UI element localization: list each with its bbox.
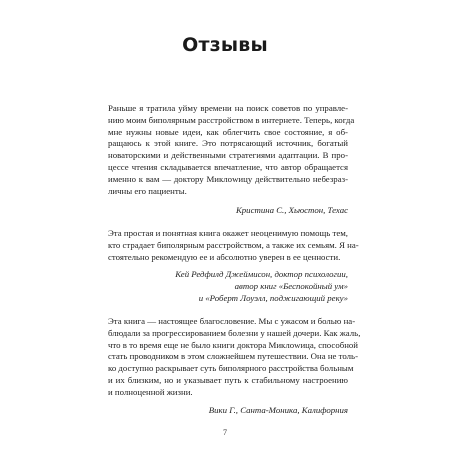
review-3-line-6: и их близким, но и указывает путь к стабильному настроению: [108, 374, 348, 385]
review-2-line-1: Эта простая и понятная книга окажет неоценимую помощь тем,: [108, 228, 348, 238]
review-3-line-2: блюдали за прогрессированием болезни у нашей дочери. Как жаль,: [108, 327, 361, 338]
review-1-line-5: новаторскими и действенными стратегиями адаптации. В про-: [108, 150, 348, 161]
page-number: 7: [223, 428, 227, 437]
review-3-line-1: Эта книга — настоящее благословение. Мы с ужасом и болью на-: [108, 316, 356, 326]
review-1-signature: [236, 205, 348, 217]
review-2-signature-line-2: автор книг «Беспокойный ум»: [234, 280, 348, 291]
review-1-line-6: цессе чтения складывается впечатление, что автор обращается: [108, 161, 348, 172]
review-1-line-4: ращаюсь к этой книге. Это потрясающий источник, богатый: [108, 138, 348, 149]
review-2-signature: [175, 269, 348, 304]
review-2-signature-line-3: и «Роберт Лоуэлл, поджигающий реку»: [198, 292, 348, 303]
review-3-line-4: стать проводником в этом сложнейшем путешествии. Она не толь-: [108, 351, 359, 362]
review-1-line-1: Раньше я тратила уйму времени на поиск советов по управле-: [108, 103, 348, 113]
review-2-line-2: кто страдает биполярным расстройством, а также их семьям. Я на-: [108, 239, 359, 250]
review-1-line-8: личны его пациенты.: [108, 185, 187, 196]
review-1-line-3: мне нужны новые идеи, как облегчить свое состояние, я об-: [108, 126, 348, 137]
review-3-line-3: что в то время еще не было книги доктора Миклowица, способной: [108, 339, 359, 350]
review-1-text: [108, 103, 355, 197]
review-3-line-5: ко доступно раскрывает суть биполярного расстройства больным: [108, 363, 354, 374]
review-2-signature-line-1: Кей Редфилд Джеймисон, доктор психологии,: [175, 269, 348, 279]
review-3-text: [108, 316, 361, 399]
review-1-signature-line-1: Кристина С., Хьюстон, Техас: [235, 205, 348, 215]
review-2-text: [108, 228, 359, 263]
review-1-line-7: именно к вам — доктору Миклowицу действительно небезраз-: [108, 173, 348, 184]
review-3-line-7: и полноценной жизни.: [108, 386, 193, 397]
review-1-line-2: нию моим биполярным расстройством в интернете. Теперь, когда: [108, 114, 355, 125]
review-3-signature-line-1: Вики Г., Санта-Моника, Калифорния: [208, 405, 348, 415]
review-2-line-3: стоятельно рекомендую ее и абсолютно уверен в ее ценности.: [108, 251, 341, 262]
page-title: Отзывы: [182, 34, 268, 56]
review-3-signature: [209, 405, 348, 417]
